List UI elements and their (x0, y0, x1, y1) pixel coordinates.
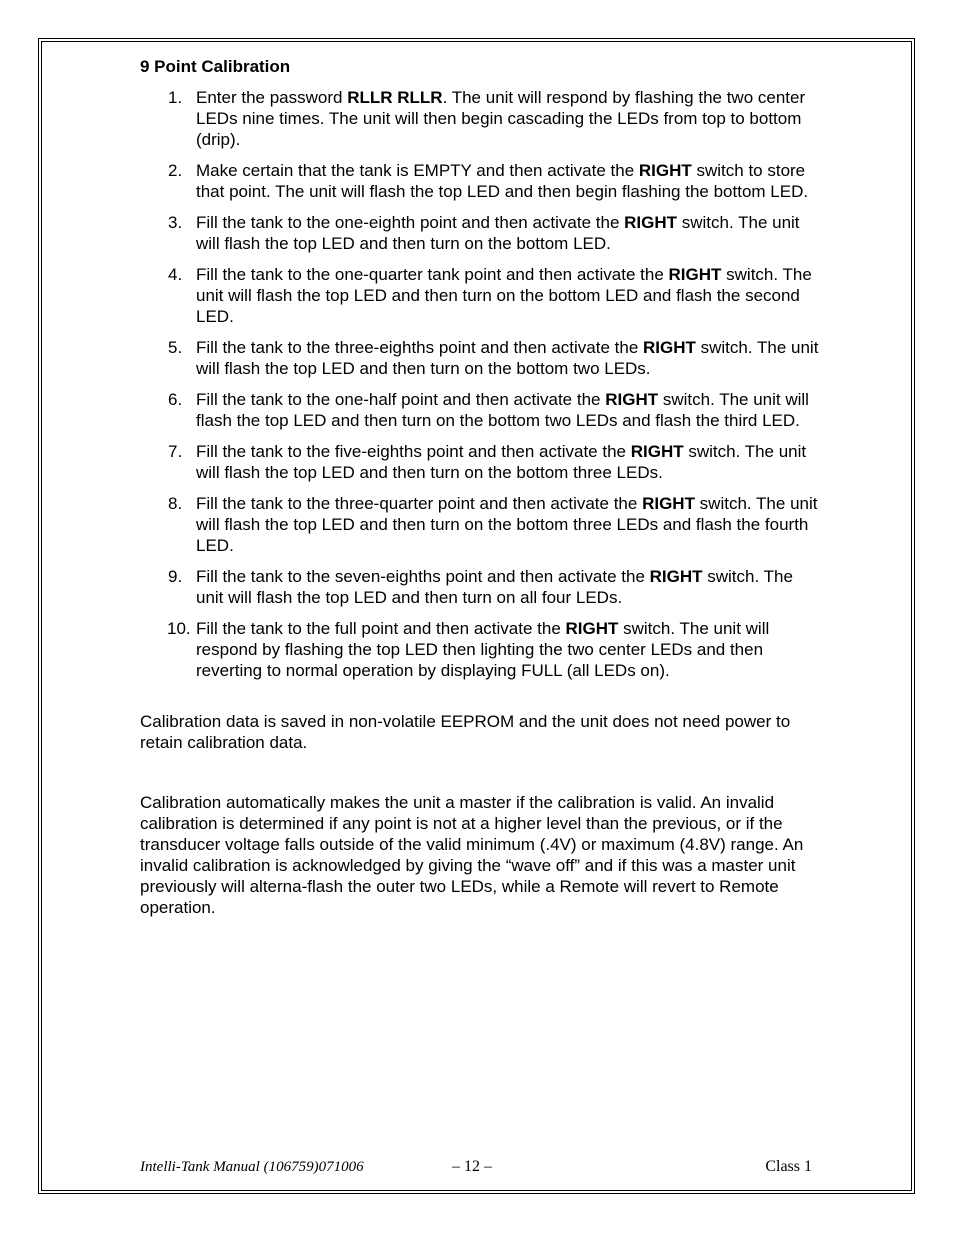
step-emphasis: RIGHT (630, 442, 684, 461)
step-emphasis: RLLR RLLR (347, 88, 443, 107)
step-text: Fill the tank to the one-half point and then activate the (196, 390, 606, 409)
step-number: 9. (168, 567, 183, 586)
step-text: Fill the tank to the seven-eighths point and then activate the (196, 567, 650, 586)
step-emphasis: RIGHT (638, 161, 692, 180)
step-number: 3. (168, 213, 183, 232)
step-text: switch. The unit will flash the top LED and then turn on all four LEDs. (196, 567, 793, 607)
step-text: Make certain that the tank is EMPTY and then activate the (196, 161, 639, 180)
calibration-steps-list (140, 87, 820, 681)
step-text: switch. The unit will flash the top LED and then turn on the bottom LED and flash the second LED. (196, 265, 812, 326)
calibration-step (140, 618, 820, 681)
step-number: 2. (168, 161, 183, 180)
step-number: 8. (168, 494, 183, 513)
step-emphasis: RIGHT (642, 494, 695, 513)
validity-paragraph: Calibration automatically makes the unit a master if the calibration is valid. An invalid calibration is determined if any point is not at a higher level than the previous, or if the transducer voltage falls outside of the valid minimum (.4V) or maximum (4.8V) range. An invalid calibration is acknowledged by giving the “wave off” and if this was a master unit previously will alterna-flash the outer two LEDs, while a Remote will revert to Remote operation. (140, 793, 804, 917)
calibration-step (140, 493, 820, 556)
footer-page-number: – 12 – (452, 1158, 492, 1175)
section-title: 9 Point Calibration (140, 57, 291, 76)
calibration-step (140, 441, 820, 483)
step-emphasis: RIGHT (605, 390, 659, 409)
calibration-step (140, 264, 820, 327)
step-emphasis: RIGHT (643, 338, 696, 357)
step-number: 4. (168, 265, 183, 284)
step-number: 1. (168, 88, 183, 107)
page-footer (140, 1158, 820, 1180)
step-text: Fill the tank to the one-quarter tank point and then activate the (196, 265, 669, 284)
step-text: switch. The unit will flash the top LED and then turn on the bottom two LEDs. (196, 338, 819, 378)
step-emphasis: RIGHT (668, 265, 722, 284)
step-emphasis: RIGHT (565, 619, 619, 638)
calibration-step (140, 566, 820, 608)
calibration-step (140, 337, 820, 379)
step-text: switch. The unit will flash the top LED and then turn on the bottom three LEDs and flash the fourth LED. (196, 494, 818, 555)
step-emphasis: RIGHT (649, 567, 703, 586)
step-text: Fill the tank to the one-eighth point and then activate the (196, 213, 625, 232)
calibration-step (140, 389, 820, 431)
page-content (140, 56, 820, 918)
step-number: 7. (168, 442, 183, 461)
step-text: Fill the tank to the five-eighths point and then activate the (196, 442, 631, 461)
step-text: switch. The unit will flash the top LED and then turn on the bottom LED. (196, 213, 800, 253)
step-number: 6. (168, 390, 183, 409)
calibration-step (140, 212, 820, 254)
step-emphasis: RIGHT (624, 213, 678, 232)
step-text: switch. The unit will flash the top LED and then turn on the bottom two LEDs and flash the third LED. (196, 390, 809, 430)
step-text: switch. The unit will flash the top LED and then turn on the bottom three LEDs. (196, 442, 807, 482)
footer-document-id: Intelli-Tank Manual (106759)071006 (140, 1159, 364, 1175)
step-text: Fill the tank to the three-quarter point and then activate the (196, 494, 643, 513)
step-text: Fill the tank to the full point and then activate the (196, 619, 566, 638)
calibration-step (140, 87, 820, 150)
step-text: Enter the password (196, 88, 348, 107)
step-number: 5. (168, 338, 183, 357)
storage-paragraph: Calibration data is saved in non-volatile EEPROM and the unit does not need power to retain calibration data. (140, 712, 791, 752)
step-text: switch to store that point. The unit will flash the top LED and then begin flashing the bottom LED. (196, 161, 809, 201)
step-number: 10. (167, 619, 191, 638)
step-text: Fill the tank to the three-eighths point and then activate the (196, 338, 644, 357)
footer-class: Class 1 (765, 1158, 812, 1175)
step-text: . The unit will respond by flashing the two center LEDs nine times. The unit will then begin cascading the LEDs from top to bottom (drip). (196, 88, 806, 149)
calibration-step (140, 160, 820, 202)
step-text: switch. The unit will respond by flashing the top LED then lighting the two center LEDs and then reverting to normal operation by displaying FULL (all LEDs on). (196, 619, 770, 680)
